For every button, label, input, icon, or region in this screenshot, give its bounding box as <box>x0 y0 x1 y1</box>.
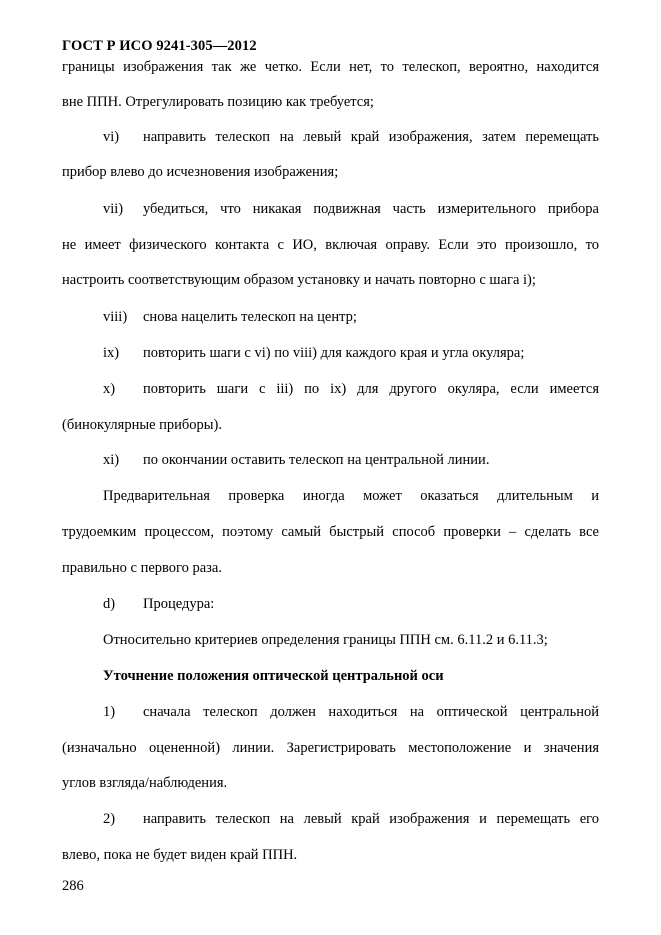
list-marker: 2) <box>103 811 116 827</box>
list-marker: ix) <box>103 345 120 361</box>
list-marker: viii) <box>103 309 128 325</box>
list-item-text: направить телескоп на левый край изображения, затем перемещать <box>143 129 599 145</box>
text-line: влево, пока не будет виден край ППН. <box>62 847 298 863</box>
text-line: (изначально оцененной) линии. Зарегистрировать местоположение и значения <box>62 740 599 756</box>
list-marker: xi) <box>103 452 120 468</box>
text-line: настроить соответствующим образом установку и начать повторно с шага i); <box>62 272 536 288</box>
list-item-text: Процедура: <box>143 596 215 612</box>
section-heading: Уточнение положения оптической центральной оси <box>103 668 444 684</box>
text-line: Относительно критериев определения границы ППН см. 6.11.2 и 6.11.3; <box>103 632 548 648</box>
text-line: прибор влево до исчезновения изображения; <box>62 164 339 180</box>
list-item-text: убедиться, что никакая подвижная часть измерительного прибора <box>143 201 599 217</box>
text-line: правильно с первого раза. <box>62 560 222 576</box>
list-item-text: повторить шаги с iii) по ix) для другого окуляра, если имеется <box>143 381 599 397</box>
list-marker: vii) <box>103 201 124 217</box>
page-number: 286 <box>62 878 84 894</box>
list-marker: d) <box>103 596 116 612</box>
text-line: Предварительная проверка иногда может оказаться длительным и <box>103 488 599 504</box>
list-marker: vi) <box>103 129 120 145</box>
list-item-text: направить телескоп на левый край изображения и перемещать его <box>143 811 599 827</box>
list-item-text: по окончании оставить телескоп на центральной линии. <box>143 452 490 468</box>
list-item-text: снова нацелить телескоп на центр; <box>143 309 357 325</box>
text-line: углов взгляда/наблюдения. <box>62 775 228 791</box>
text-line: вне ППН. Отрегулировать позицию как требуется; <box>62 94 374 110</box>
text-line: трудоемким процессом, поэтому самый быстрый способ проверки – сделать все <box>62 524 599 540</box>
text-line: границы изображения так же четко. Если нет, то телескоп, вероятно, находится <box>62 59 599 75</box>
list-item-text: повторить шаги с vi) по viii) для каждого края и угла окуляра; <box>143 345 525 361</box>
text-line: (бинокулярные приборы). <box>62 417 222 433</box>
document-header: ГОСТ Р ИСО 9241-305—2012 <box>62 38 257 54</box>
list-marker: 1) <box>103 704 116 720</box>
list-marker: x) <box>103 381 116 397</box>
text-line: не имеет физического контакта с ИО, включая оправу. Если это произошло, то <box>62 237 599 253</box>
list-item-text: сначала телескоп должен находиться на оптической центральной <box>143 704 599 720</box>
